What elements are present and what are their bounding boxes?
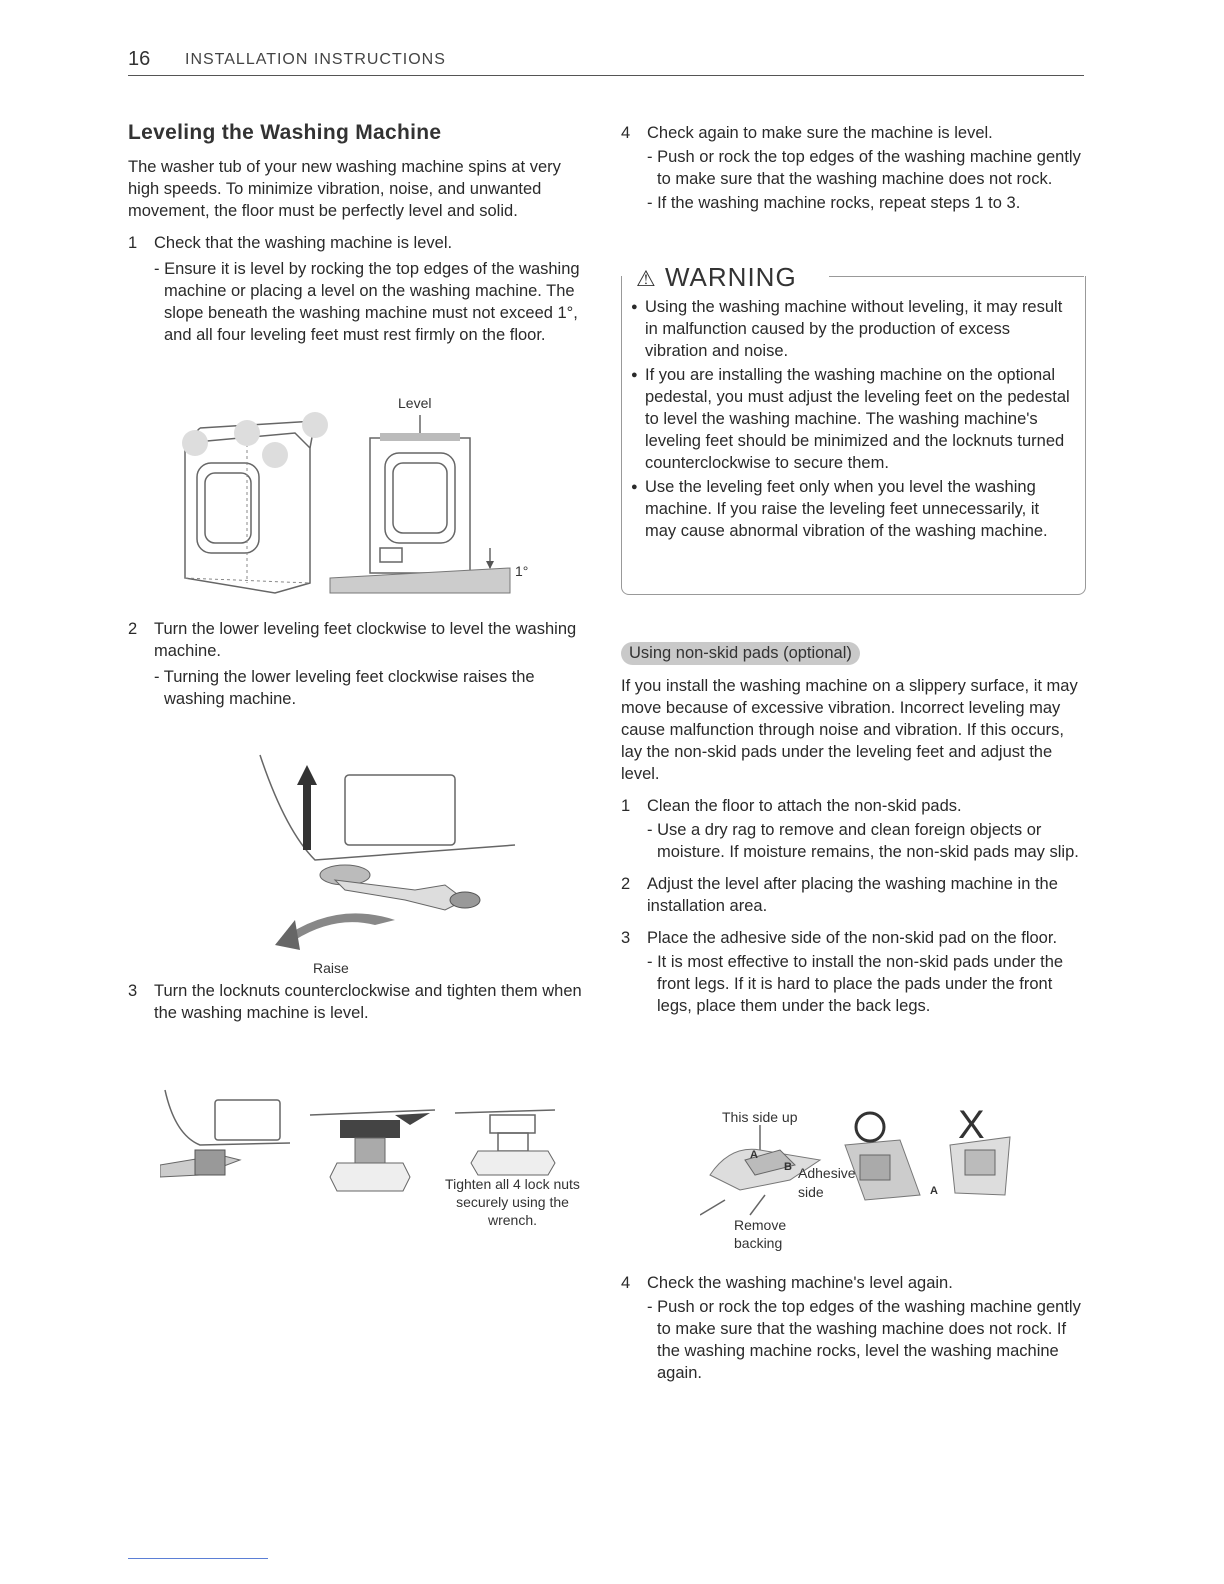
bullet-icon: ● (631, 369, 638, 381)
level-figure (175, 393, 545, 603)
step-text: Check the washing machine's level again. (647, 1274, 953, 1292)
intro-paragraph: The washer tub of your new washing machine spins at very high speeds. To minimize vibration, noise, and unwanted movement, the floor must be perfectly level and solid. (128, 158, 561, 220)
warning-item-text: If you are installing the washing machine on the optional pedestal, you must adjust the leveling feet on the pedestal to level the washing machine. The washing machine's leveling feet should be minimized and the locknuts turned counterclockwise to secure them. (645, 366, 1070, 472)
raise-illustration (255, 750, 535, 960)
warning-item-text: Using the washing machine without leveling, it may result in malfunction caused by the production of excess vibration and noise. (645, 298, 1063, 360)
adhesive-label: Adhesive (798, 1165, 856, 1181)
locknut-figure (160, 1085, 590, 1235)
right-step-4-block (621, 122, 1086, 214)
step-text: Turn the lower leveling feet clockwise to level the washing machine. (154, 620, 577, 660)
warning-icon: ⚠ (636, 266, 657, 291)
nonskid-step-1 (621, 795, 1086, 817)
level-illustration (175, 393, 545, 603)
page-heading: Leveling the Washing Machine (128, 121, 442, 144)
level-label: Level (398, 395, 432, 411)
pad-label-b: B (784, 1161, 792, 1173)
side-label: side (798, 1184, 824, 1200)
step-text: Adjust the level after placing the washing machine in the installation area. (647, 875, 1058, 915)
warning-top-rule (829, 276, 1084, 277)
step-2-block (128, 618, 593, 710)
step-3 (128, 980, 593, 1024)
warning-item-text: Use the leveling feet only when you level the washing machine. If you raise the leveling feet unnecessarily, it may cause abnormal vibration of the washing machine. (645, 478, 1048, 540)
locknut-caption: Tighten all 4 lock nuts securely using the wrench. (445, 1176, 580, 1228)
step-text: Clean the floor to attach the non-skid pads. (647, 797, 962, 815)
raise-label: Raise (313, 960, 349, 976)
step-text: Turn the locknuts counterclockwise and tighten them when the washing machine is level. (154, 982, 582, 1022)
header-rule (128, 75, 1084, 76)
step-number: 4 (621, 124, 631, 142)
nonskid-step-4-block (621, 1272, 1086, 1384)
step-3-block (128, 980, 593, 1024)
pad-label-a-right: A (930, 1185, 938, 1197)
nonskid-figure (700, 1105, 1020, 1255)
step-4 (621, 122, 1086, 144)
bullet-icon: ● (631, 301, 638, 313)
backing-label: backing (734, 1235, 783, 1251)
step-sub: - Turning the lower leveling feet clockwise raises the washing machine. (154, 668, 535, 708)
step-number: 1 (621, 797, 631, 815)
step-2 (128, 618, 593, 662)
step-number: 4 (621, 1274, 631, 1292)
warning-item (631, 476, 1071, 542)
nonskid-step-4 (621, 1272, 1086, 1294)
step-sub: - It is most effective to install the non-skid pads under the front legs. If it is hard to place the pads under the front legs, place them under the back legs. (647, 953, 1064, 1015)
section-title: INSTALLATION INSTRUCTIONS (185, 51, 446, 68)
step-1 (128, 232, 593, 254)
correct-mark-icon (861, 1109, 884, 1143)
step-sub: - If the washing machine rocks, repeat steps 1 to 3. (647, 194, 1021, 212)
step-number: 2 (128, 620, 138, 638)
left-column (128, 122, 593, 346)
step-sub: - Push or rock the top edges of the washing machine gently to make sure that the washing machine does not rock. (647, 148, 1081, 188)
nonskid-step-3 (621, 927, 1086, 949)
step-text: Place the adhesive side of the non-skid pad on the floor. (647, 929, 1058, 947)
step-sub: - Ensure it is level by rocking the top edges of the washing machine or placing a level on the washing machine. The slope beneath the washing machine must not exceed 1°, and all four leveling feet must rest firmly on the floor. (154, 260, 580, 344)
step-sub: - Push or rock the top edges of the washing machine gently to make sure that the washing machine does not rock. If the washing machine rocks, level the washing machine again. (647, 1298, 1081, 1382)
warning-title-text: WARNING (664, 262, 797, 292)
nonskid-intro: If you install the washing machine on a slippery surface, it may move because of excessive vibration. Incorrect leveling may cause malfunction through noise and vibration. If this occurs, lay the non-skid pads under the leveling feet and adjust the level. (621, 677, 1078, 783)
bullet-icon: ● (631, 481, 638, 493)
raise-figure (255, 750, 535, 976)
pad-label-a: A (750, 1149, 758, 1161)
nonskid-step-2 (621, 873, 1086, 917)
step-number: 3 (621, 929, 631, 947)
nonskid-block (621, 675, 1086, 1017)
wrong-mark-icon: X (958, 1103, 985, 1147)
step-sub: - Use a dry rag to remove and clean foreign objects or moisture. If moisture remains, the non-skid pads may slip. (647, 821, 1079, 861)
step-text: Check again to make sure the machine is level. (647, 124, 993, 142)
nonskid-section-title: Using non-skid pads (optional) (621, 642, 860, 665)
angle-label: 1° (515, 563, 529, 579)
step-number: 2 (621, 875, 631, 893)
step-number: 1 (128, 234, 138, 252)
step-number: 3 (128, 982, 138, 1000)
page-number: 16 (128, 48, 151, 70)
warning-title (632, 262, 801, 293)
warning-body (631, 294, 1071, 542)
remove-label: Remove (734, 1217, 787, 1233)
step-text: Check that the washing machine is level. (154, 234, 453, 252)
warning-item (631, 364, 1071, 474)
footer-rule (128, 1558, 268, 1559)
warning-item (631, 296, 1071, 362)
this-side-up-label: This side up (722, 1109, 798, 1125)
